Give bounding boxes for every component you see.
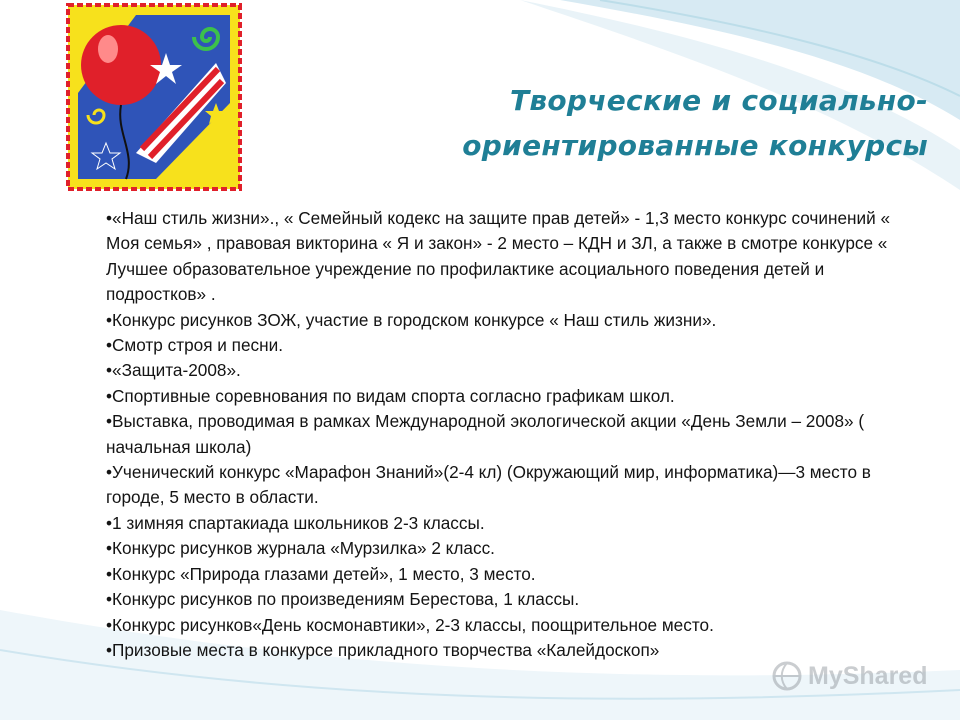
slide-title-line-1: Творческие и социально- [509,84,928,117]
contest-item: •Конкурс рисунков журнала «Мурзилка» 2 класс. [106,538,495,559]
watermark-text: MyShared [808,661,928,690]
contest-item: •«Наш стиль жизни»., « Семейный кодекс на защите прав детей» - 1,3 место конкурс сочинений « Моя семья» , правовая викторина « Я и закон» - 2 место – КДН и ЗЛ, а также в смотре конкурсе « Лучшее образовательное учреждение по профилактике асоциального поведения детей и подростков» . [106,208,891,305]
contest-item: •Конкурс «Природа глазами детей», 1 место, 3 место. [106,563,536,584]
contest-item: •Конкурс рисунков«День космонавтики», 2-3 классы, поощрительное место. [106,614,714,635]
contest-item: •Призовые места в конкурсе прикладного творчества «Калейдоскоп» [106,639,660,660]
contest-item: •Смотр строя и песни. [106,335,284,356]
watermark [772,660,927,692]
contest-item: •Спортивные соревнования по видам спорта согласно графикам школ. [106,385,675,406]
sphere-logo-icon [772,661,802,691]
contest-item: •1 зимняя спартакиада школьников 2-3 классы. [106,512,485,533]
contest-item: •Конкурс рисунков ЗОЖ, участие в городском конкурсе « Наш стиль жизни». [106,309,717,330]
contest-list [106,206,906,663]
contest-item: •Ученический конкурс «Марафон Знаний»(2-4 кл) (Окружающий мир, информатика)—3 место в городе, 5 место в области. [106,462,871,508]
contest-item: •«Защита-2008». [106,360,241,381]
contest-item: •Выставка, проводимая в рамках Международной экологической акции «День Земли – 2008» ( начальная школа) [106,411,865,457]
party-balloon-clipart [66,3,242,191]
slide-title-line-2: ориентированные конкурсы [462,129,928,162]
slide-title [368,78,928,168]
contest-item: •Конкурс рисунков по произведениям Берестова, 1 классы. [106,589,580,610]
